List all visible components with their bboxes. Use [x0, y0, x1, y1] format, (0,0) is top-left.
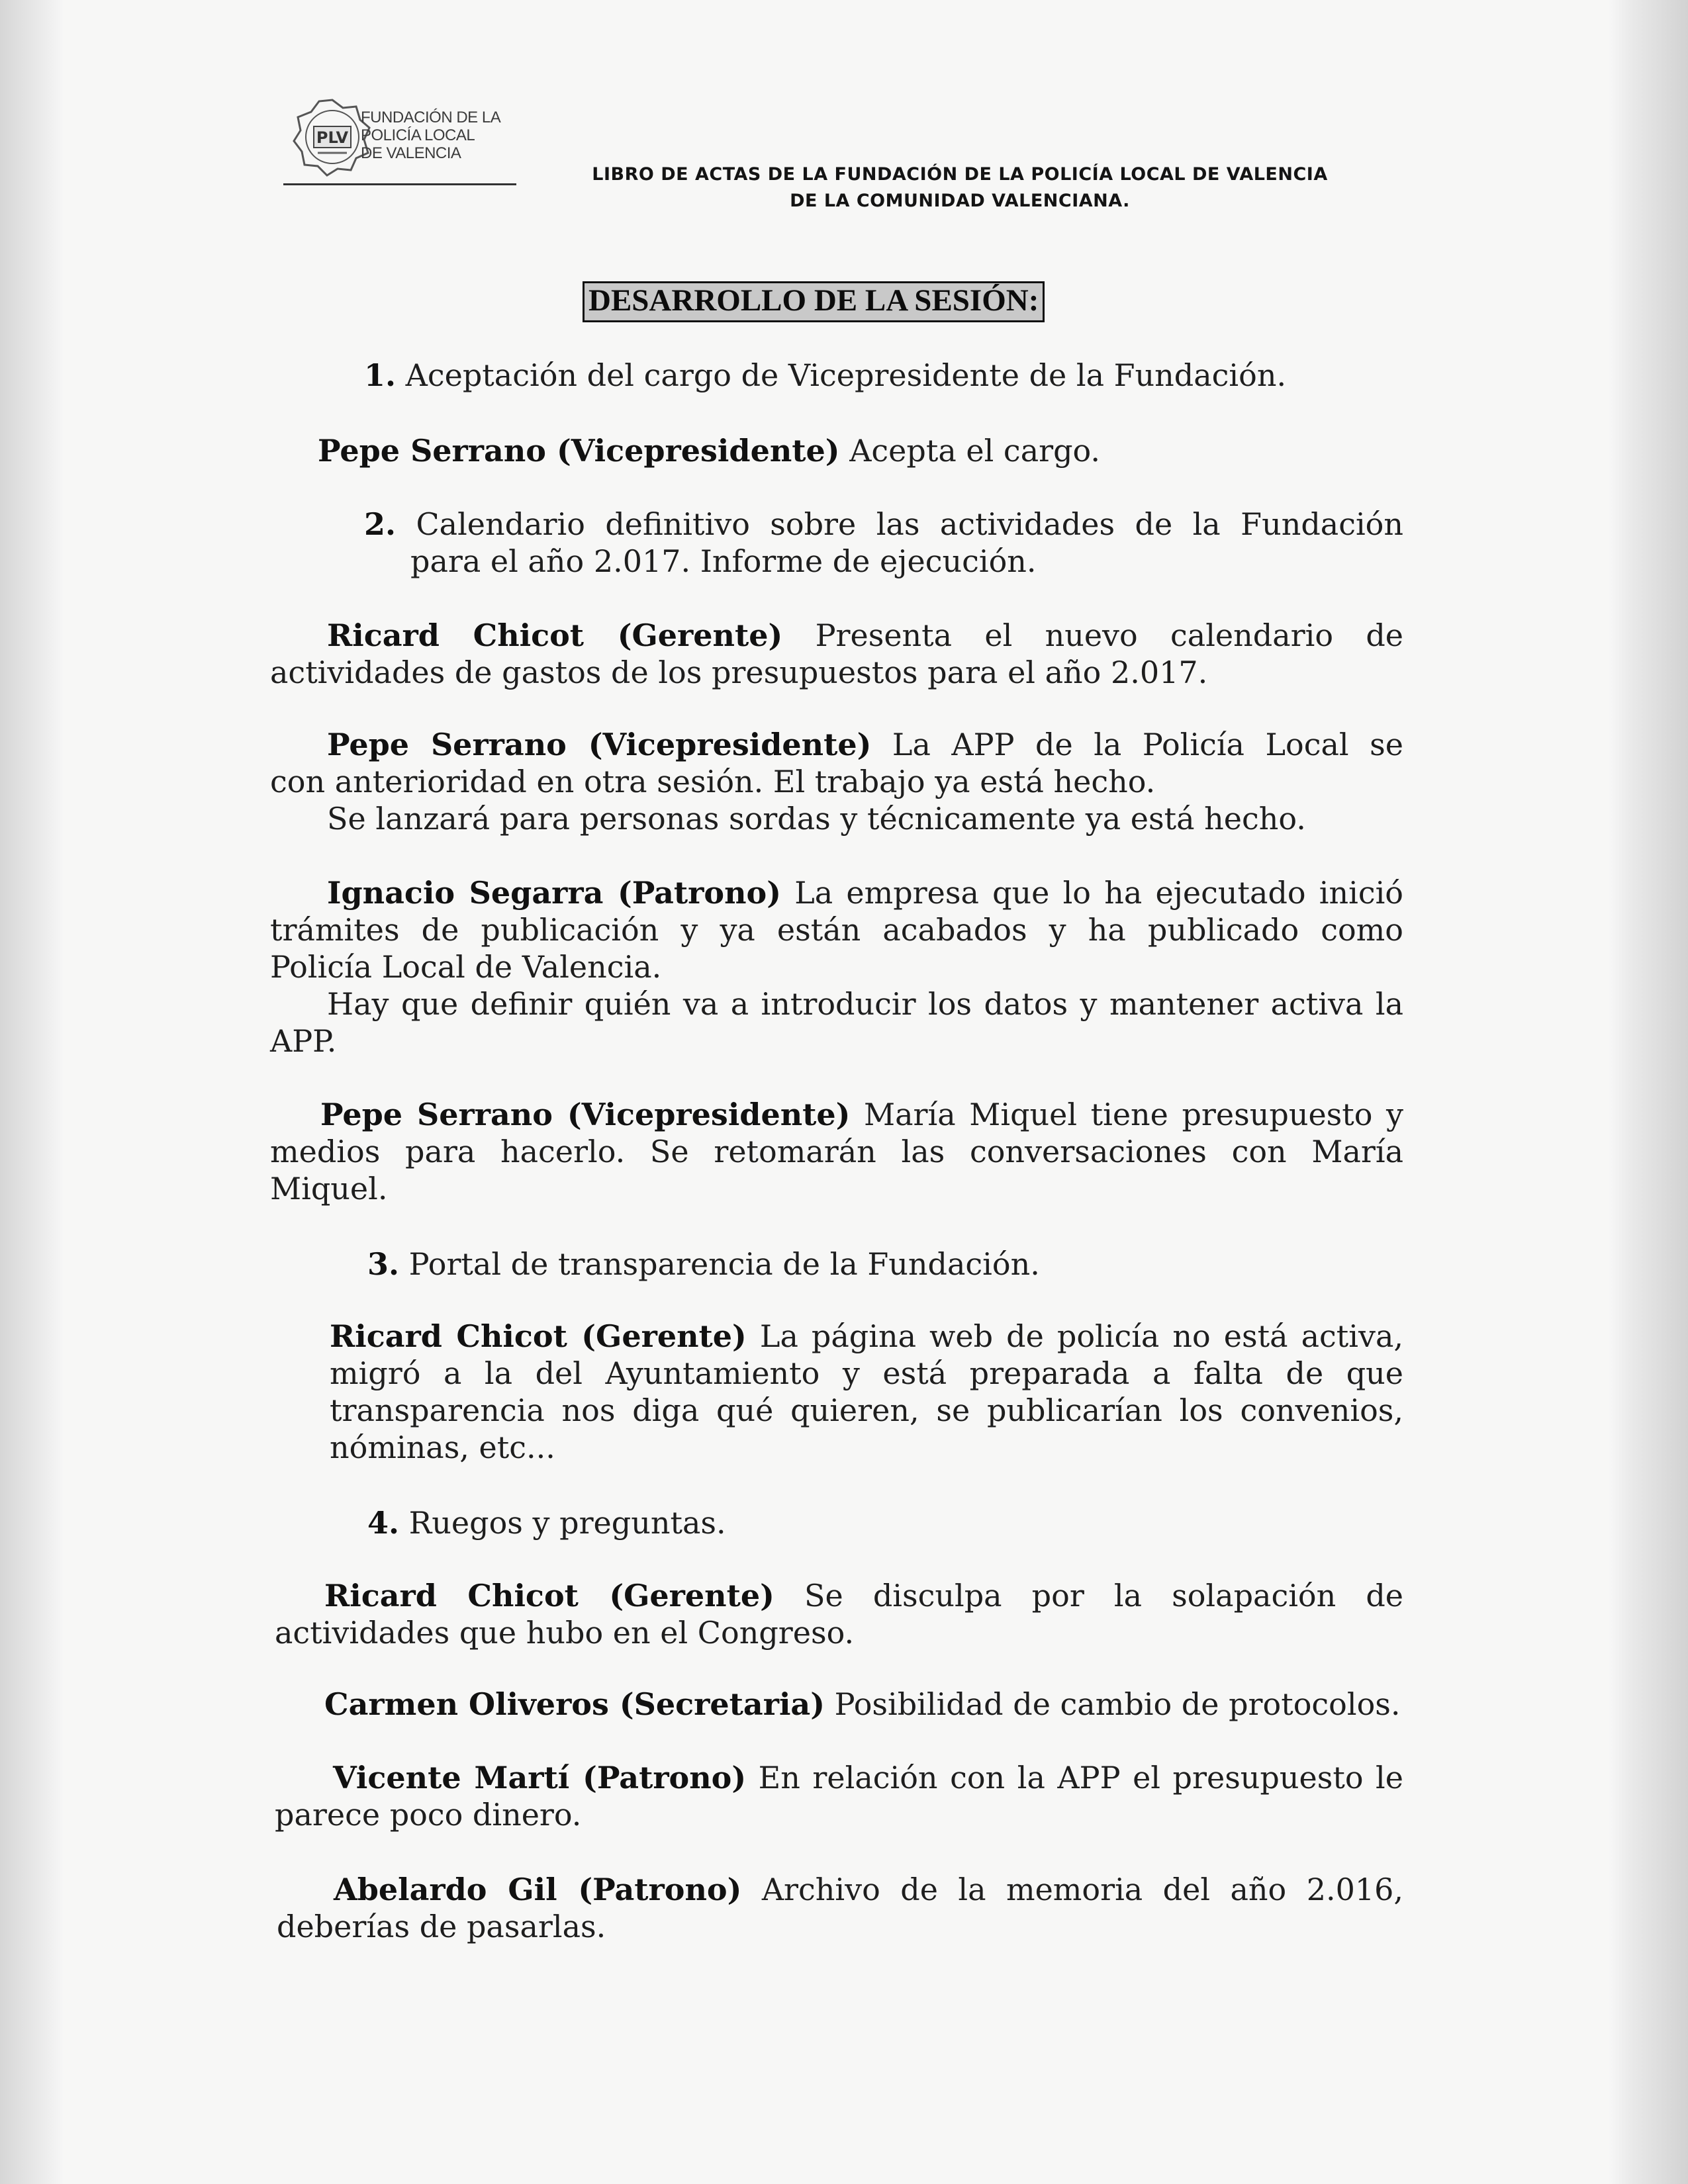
book-title — [516, 161, 1403, 214]
header-rule — [283, 183, 516, 185]
org-name-line: POLICÍA LOCAL — [361, 126, 475, 144]
intervention-text: Archivo de la memoria del año 2.016, — [761, 1872, 1403, 1907]
intervention — [270, 874, 1403, 1060]
intervention — [318, 432, 1100, 469]
agenda-text: Calendario definitivo sobre las actividades de la Fundación — [416, 506, 1403, 542]
agenda-number: 3. — [367, 1246, 400, 1282]
section-heading: DESARROLLO DE LA SESIÓN: — [583, 281, 1045, 322]
intervention-text: trámites de publicación y ya están acabados y ha publicado como — [270, 912, 1403, 948]
document-page — [63, 0, 1609, 2184]
intervention — [270, 1096, 1403, 1207]
agenda-number: 2. — [364, 506, 397, 542]
agenda-item — [364, 506, 1403, 580]
intervention — [270, 617, 1403, 691]
intervention-text: Hay que definir quién va a introducir los datos y mantener activa la — [327, 986, 1403, 1022]
intervention-text: Acepta el cargo. — [849, 433, 1101, 469]
agenda-text: para el año 2.017. Informe de ejecución. — [410, 543, 1037, 579]
intervention-text: con anterioridad en otra sesión. El trabajo ya está hecho. — [270, 764, 1156, 799]
speaker-name: Abelardo Gil (Patrono) — [334, 1872, 742, 1907]
scan-edge-left — [0, 0, 63, 2184]
speaker-name: Ricard Chicot (Gerente) — [324, 1578, 774, 1614]
org-name-line: FUNDACIÓN DE LA — [361, 109, 501, 126]
intervention-text: Miquel. — [270, 1171, 388, 1206]
intervention-text: Se lanzará para personas sordas y técnicamente ya está hecho. — [327, 801, 1306, 837]
agenda-number: 4. — [367, 1505, 400, 1541]
intervention-text: parece poco dinero. — [275, 1797, 582, 1833]
speaker-name: Ricard Chicot (Gerente) — [327, 617, 783, 653]
intervention-text: En relación con la APP el presupuesto le — [758, 1760, 1403, 1796]
intervention-text: migró a la del Ayuntamiento y está preparada a falta de que — [330, 1355, 1403, 1391]
intervention — [277, 1871, 1403, 1945]
intervention-text: actividades que hubo en el Congreso. — [275, 1615, 855, 1651]
intervention-text: deberías de pasarlas. — [277, 1909, 606, 1944]
scan-edge-right — [1609, 0, 1688, 2184]
agenda-number: 1. — [364, 357, 397, 393]
intervention-text: Posibilidad de cambio de protocolos. — [834, 1686, 1401, 1722]
intervention-text: actividades de gastos de los presupuestos para el año 2.017. — [270, 655, 1208, 690]
intervention-text: Presenta el nuevo calendario de — [815, 617, 1403, 653]
agenda-text: Aceptación del cargo de Vicepresidente de la Fundación. — [405, 357, 1287, 393]
intervention-text: María Miquel tiene presupuesto y — [864, 1097, 1403, 1132]
book-title-line: LIBRO DE ACTAS DE LA FUNDACIÓN DE LA POLICÍA LOCAL DE VALENCIA — [592, 164, 1328, 185]
intervention — [275, 1759, 1403, 1833]
intervention — [275, 1577, 1403, 1651]
intervention-text: transparencia nos diga qué quieren, se publicarían los convenios, — [330, 1392, 1403, 1428]
agenda-text: Portal de transparencia de la Fundación. — [408, 1246, 1040, 1282]
agenda-text: Ruegos y preguntas. — [408, 1505, 726, 1541]
speaker-name: Carmen Oliveros (Secretaria) — [324, 1686, 825, 1722]
speaker-name: Pepe Serrano (Vicepresidente) — [318, 433, 840, 469]
intervention-text: Policía Local de Valencia. — [270, 949, 662, 985]
logo-text: PLV — [316, 128, 349, 147]
intervention-text: La página web de policía no está activa, — [759, 1318, 1403, 1354]
org-name-line: DE VALENCIA — [361, 144, 461, 162]
intervention — [330, 1318, 1403, 1466]
speaker-name: Pepe Serrano (Vicepresidente) — [327, 727, 872, 762]
speaker-name: Pepe Serrano (Vicepresidente) — [320, 1097, 851, 1132]
agenda-item — [367, 1246, 1040, 1283]
organization-name — [361, 109, 533, 162]
intervention-text: nóminas, etc... — [330, 1430, 555, 1465]
book-title-line: DE LA COMUNIDAD VALENCIANA. — [790, 191, 1130, 211]
intervention-text: La APP de la Policía Local se — [892, 727, 1403, 762]
intervention — [270, 726, 1403, 837]
intervention-text: La empresa que lo ha ejecutado inició — [794, 875, 1403, 911]
intervention — [324, 1686, 1401, 1723]
speaker-name: Ignacio Segarra (Patrono) — [327, 875, 781, 911]
speaker-name: Vicente Martí (Patrono) — [333, 1760, 747, 1796]
intervention-text: APP. — [270, 1023, 337, 1059]
agenda-item — [364, 357, 1286, 394]
intervention-text: Se disculpa por la solapación de — [804, 1578, 1403, 1614]
intervention-text: medios para hacerlo. Se retomarán las conversaciones con María — [270, 1134, 1403, 1169]
speaker-name: Ricard Chicot (Gerente) — [330, 1318, 747, 1354]
agenda-item — [367, 1504, 726, 1541]
